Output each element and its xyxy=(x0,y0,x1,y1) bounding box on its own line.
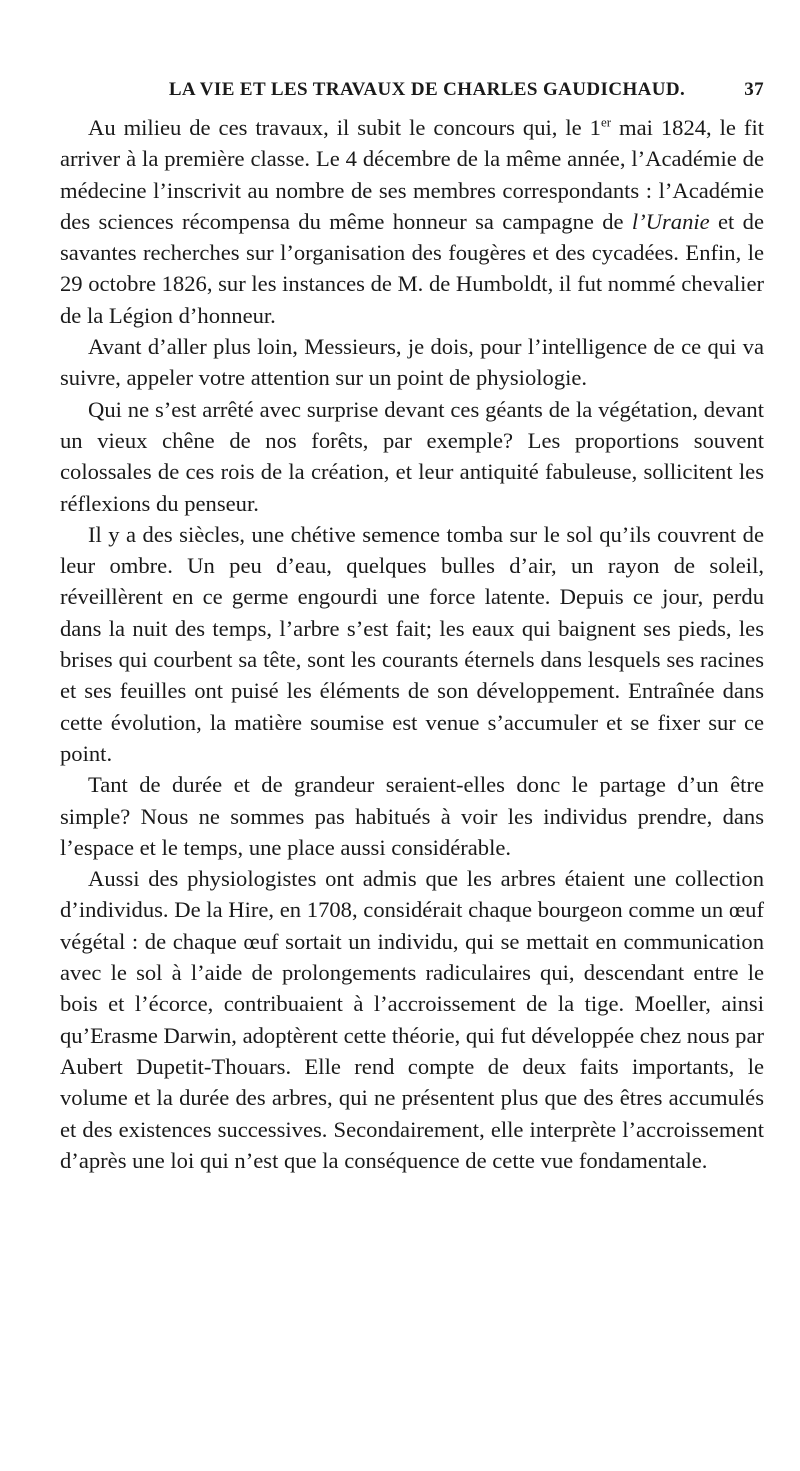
running-head xyxy=(60,70,764,110)
text-run: Au milieu de ces travaux, il subit le concours qui, le 1 xyxy=(88,115,601,140)
text-run: Tant de durée et de grandeur seraient-elles donc le partage d’un être simple? Nous ne sommes pas habitués à voir les individus prendre, dans l’espace et le temps, une place aussi considérable. xyxy=(60,772,764,860)
paragraph-physiologie xyxy=(60,331,764,394)
running-title: LA VIE ET LES TRAVAUX DE CHARLES GAUDICHAUD. xyxy=(168,79,686,100)
paragraph-geants xyxy=(60,394,764,519)
body-text xyxy=(60,112,764,1176)
paragraph-semence xyxy=(60,519,764,769)
book-page xyxy=(60,70,764,1176)
text-run: mai 1824, le fit arriver à la première classe. Le 4 décembre de la même année, l’Académie de médecine l’inscrivit au nombre de ses membres correspondants : l’Académie des sciences récompensa du même honneur sa campagne de xyxy=(60,115,764,234)
paragraph-etre-simple xyxy=(60,769,764,863)
text-run: Aussi des physiologistes ont admis que les arbres étaient une collection d’individus. De la Hire, en 1708, considérait chaque bourgeon comme un œuf végétal : de chaque œuf sortait un individu, qui se mettait en communication avec le sol à l’aide de prolongements radiculaires qui, descendant entre le bois et l’écorce, contribuaient à l’accroissement de la tige. Moeller, ainsi qu’Erasme Darwin, adoptèrent cette théorie, qui fut développée chez nous par Aubert Dupetit-Thouars. Elle rend compte de deux faits importants, le volume et la durée des arbres, qui ne présentent plus que des êtres accumulés et des existences successives. Secondairement, elle interprète l’accroissement d’après une loi qui n’est que la conséquence de cette vue fondamentale. xyxy=(60,866,764,1173)
text-run: et de savantes recherches sur l’organisation des fougères et des cycadées. Enfin, le 29 octobre 1826, sur les instances de M. de Humboldt, il fut nommé chevalier de la Légion d’honneur. xyxy=(60,208,765,328)
paragraph-collection-individus xyxy=(60,863,764,1176)
ship-name-italic: l’Uranie xyxy=(631,208,710,234)
paragraph-academie xyxy=(60,112,764,331)
text-run: Il y a des siècles, une chétive semence tomba sur le sol qu’ils couvrent de leur ombre. Un peu d’eau, quelques bulles d’air, un rayon de soleil, réveillèrent en ce germe engourdi une force latente. Depuis ce jour, perdu dans la nuit des temps, l’arbre s’est fait; les eaux qui baignent ses pieds, les brises qui courbent sa tête, sont les courants éternels dans lesquels ses racines et ses feuilles ont puisé les éléments de son développement. Entraînée dans cette évolution, la matière soumise est venue s’accumuler et se fixer sur ce point. xyxy=(60,521,764,766)
text-run: Qui ne s’est arrêté avec surprise devant ces géants de la végétation, devant un vieux chêne de nos forêts, par exemple? Les proportions souvent colossales de ces rois de la création, et leur antiquité fabuleuse, sollicitent les réflexions du penseur. xyxy=(60,396,764,516)
page-number: 37 xyxy=(744,79,764,100)
text-run: Avant d’aller plus loin, Messieurs, je dois, pour l’intelligence de ce qui va suivre, appeler votre attention sur un point de physiologie. xyxy=(60,334,764,391)
ordinal-superscript: er xyxy=(600,114,612,130)
